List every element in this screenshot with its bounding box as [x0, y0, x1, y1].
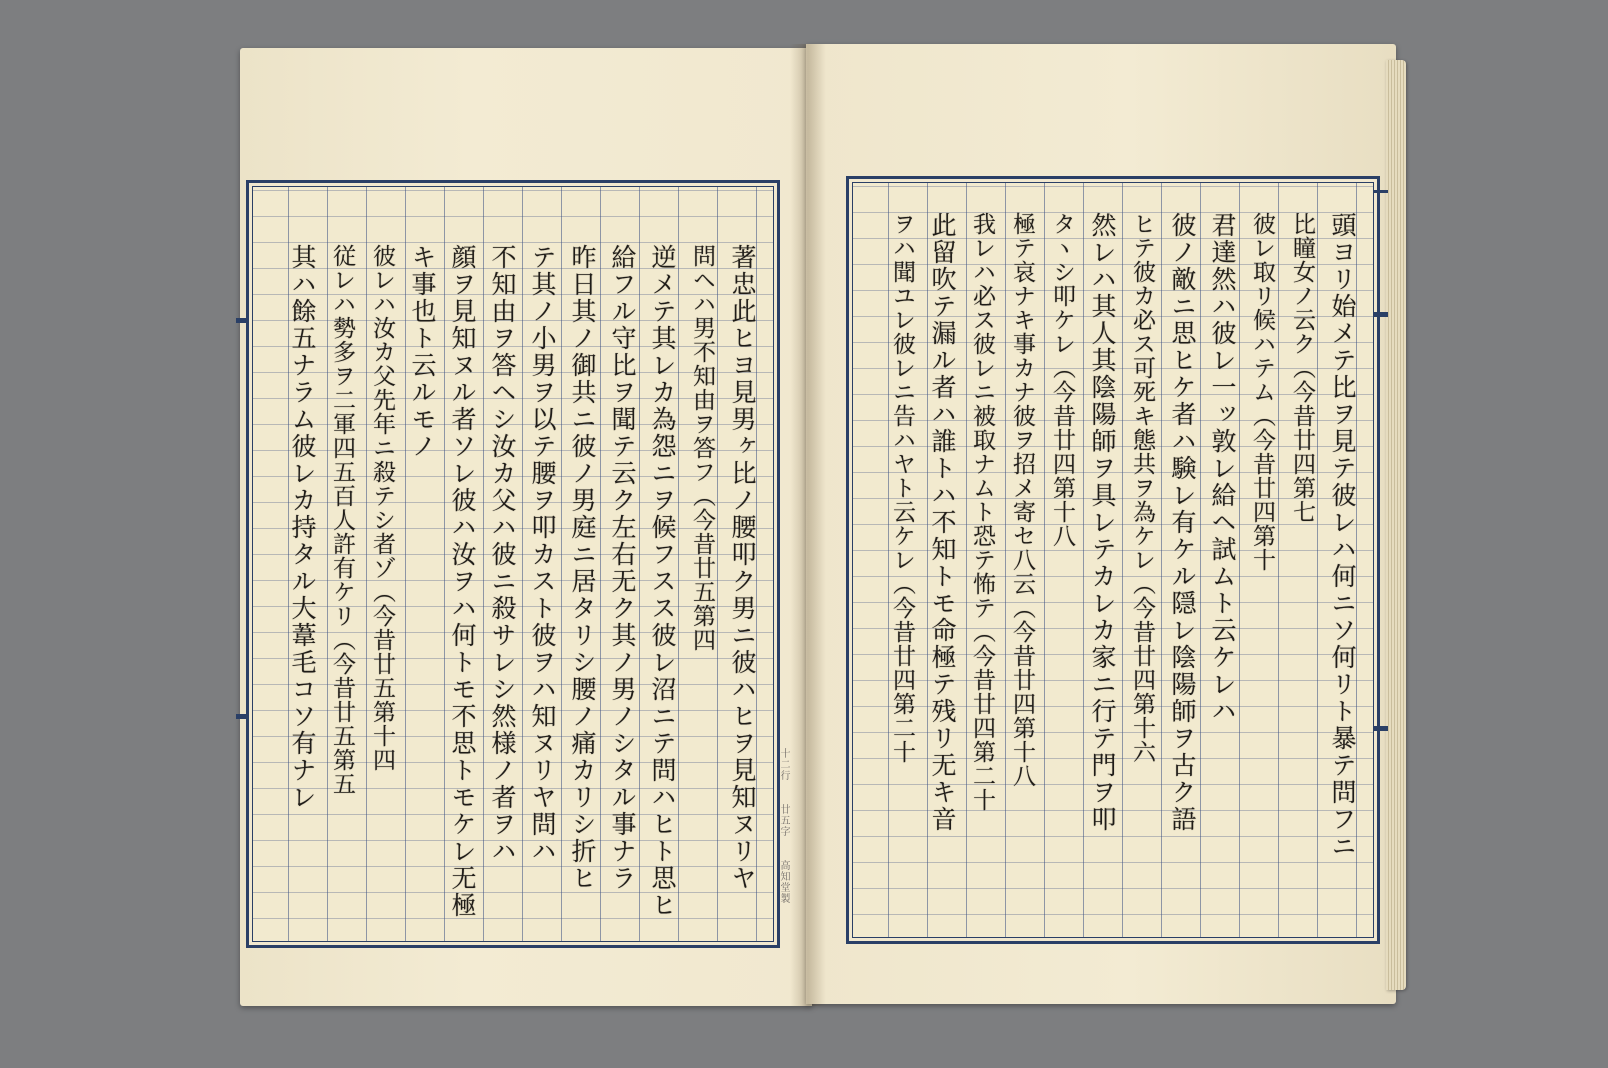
book-gutter — [790, 44, 826, 1006]
right-frame-tab-top — [1374, 312, 1388, 317]
text-column: 其ハ餘五ナラム彼レカ持タル大葦毛コソ有ナレ — [288, 244, 317, 811]
text-column: 彼レ取リ候ハテム（今昔廿四第十 — [1249, 212, 1275, 572]
text-column: 逆メテ其レカ為怨ニヲ候フスス彼レ沼ニテ問ハヒト思ヒ — [648, 244, 677, 919]
text-column: 我レハ必ス彼レニ被取ナムト恐テ怖テ（今昔廿四第二十 — [969, 212, 995, 812]
page-edges — [1386, 60, 1406, 990]
text-column: ヲハ聞ユレ彼レニ告ハヤト云ケレ（今昔廿四第二十 — [889, 212, 915, 764]
text-column: ヒテ彼カ必ス可死キ態共ヲ為ケレ（今昔廿四第十六 — [1129, 212, 1155, 764]
margin-stamp: 廿五字 — [778, 804, 789, 837]
text-column: 顔ヲ見知ヌル者ソレ彼ハ汝ヲハ何トモ不思トモケレ无極 — [448, 244, 477, 919]
text-column: 君達然ハ彼レ一ッ敦レ給ヘ試ムト云ケレハ — [1208, 212, 1237, 725]
text-column: 著忠此ヒヨ見男ヶ比ノ腰叩ク男ニ彼ハヒヲ見知ヌリヤ — [728, 244, 757, 892]
text-column: 極テ哀ナキ事カナ彼ヲ招メ寄セ八云（今昔廿四第十八 — [1009, 212, 1035, 788]
margin-stamp: 高知堂製 — [778, 860, 789, 904]
text-column: 給フル守比ヲ聞テ云ク左右无ク其ノ男ノシタル事ナラ — [608, 244, 637, 892]
margin-stamp: 十二行 — [778, 748, 789, 781]
text-column: 不知由ヲ答ヘシ汝カ父ハ彼ニ殺サレシ然様ノ者ヲハ — [488, 244, 517, 865]
text-column: テ其ノ小男ヲ以テ腰ヲ叩カスト彼ヲハ知ヌリヤ問ハ — [528, 244, 557, 865]
text-column: 彼レハ汝カ父先年ニ殺テシ者ゾ（今昔廿五第十四 — [369, 244, 395, 772]
text-column: 頭ヨリ始メテ比ヲ見テ彼レハ何ニソ何リト暴テ問フニ — [1328, 212, 1357, 860]
right-frame-tab-bottom — [1374, 726, 1388, 731]
left-frame-tab-top — [236, 318, 246, 323]
text-column: 昨日其ノ御共ニ彼ノ男庭ニ居タリシ腰ノ痛カリシ折ヒ — [568, 244, 597, 892]
text-column: 彼ノ敵ニ思ヒケ者ハ験レ有ケル隠レ陰陽師ヲ古ク語 — [1168, 212, 1197, 833]
left-frame-tab-bottom — [236, 714, 246, 719]
text-column: 問ヘハ男不知由ヲ答フ（今昔廿五第四 — [689, 244, 715, 652]
text-column: 従レハ勢多ヲ二軍四五百人許有ケリ（今昔廿五第五 — [329, 244, 355, 796]
text-column: 比瞳女ノ云ク（今昔廿四第七 — [1289, 212, 1315, 524]
text-column: キ事也ト云ルモノ — [408, 244, 437, 460]
text-column: タヽシ叩ケレ（今昔廿四第十八 — [1049, 212, 1075, 548]
text-column: 然レハ其人其陰陽師ヲ具レテカレカ家ニ行テ門ヲ叩 — [1088, 212, 1117, 833]
right-frame-tab-head — [1374, 190, 1388, 193]
text-column: 此留吹テ漏ル者ハ誰トハ不知トモ命極テ残リ无キ音 — [928, 212, 957, 833]
